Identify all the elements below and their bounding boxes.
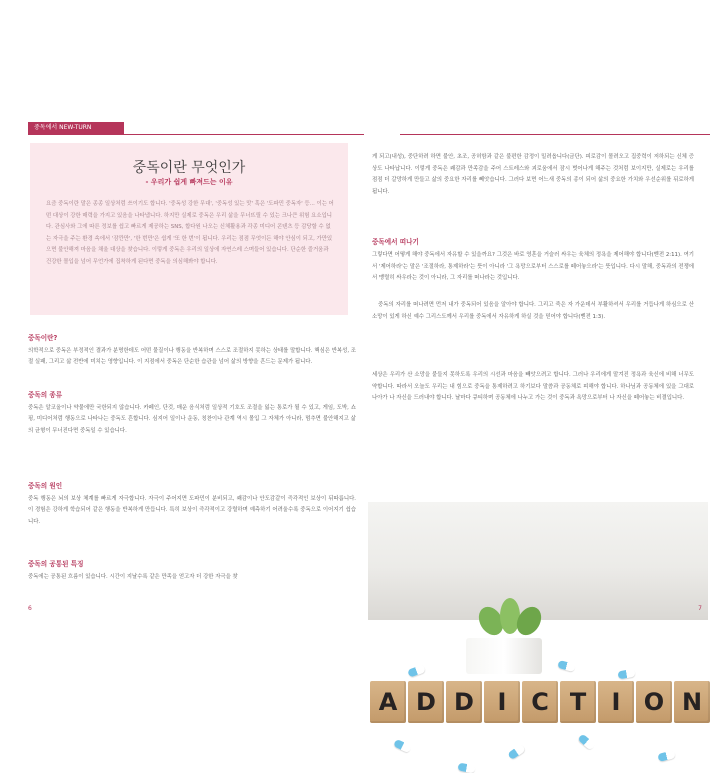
letter-block: D <box>446 681 482 723</box>
letter-block: O <box>636 681 672 723</box>
section-body: 중독은 알코올이나 약물에만 국한되지 않습니다. 카페인, 단것, 매운 음식처럼 일상적 기호도 조절을 잃는 통로가 될 수 있고, 게임, 도박, 쇼핑, 미디어처럼 행동으로 나타나는 중독도 흔합니다. 심지어 일이나 운동, 칭찬이나 관계 역시 몰입 그 자체가 아니라, 멈추면 불안해지고 삶의 균형이 무너진다면 중독일 수 있습니다. <box>28 405 356 434</box>
capsule-icon <box>507 744 526 760</box>
section-heading: 중독의 공통된 특징 <box>28 560 84 568</box>
section-heading: 중독의 원인 <box>28 482 63 490</box>
capsule-icon <box>617 669 635 680</box>
section-heading: 중독이란? <box>28 334 58 342</box>
section-common-traits <box>28 558 356 583</box>
page-number: 6 <box>28 605 32 612</box>
intro-box <box>30 143 348 315</box>
section-heading: 중독의 종류 <box>28 391 63 399</box>
section-what-is-addiction <box>28 332 356 369</box>
page-number: 7 <box>698 605 702 612</box>
section-tag: 중독에서 NEW-TURN <box>28 122 124 134</box>
letter-block: N <box>674 681 710 723</box>
section-body: 중독 행동은 뇌의 보상 체계를 빠르게 자극합니다. 자극이 주어지면 도파민이 분비되고, 쾌감이나 안도감같이 즉각적인 보상이 뒤따릅니다. 이 경험은 강하게 학습되어 같은 행동을 반복하게 만듭니다. 특히 보상이 즉각적이고 강렬하며 예측하기 어려울수록 중독으로 이어지기 쉽습니다. <box>28 496 356 525</box>
letter-block: T <box>560 681 596 723</box>
article-title: 중독이란 무엇인가 <box>132 160 246 176</box>
letter-block: I <box>484 681 520 723</box>
intro-paragraph: 요즘 중독이란 말은 종종 일상처럼 쓰이기도 합니다. '중독성 강한 무대', '중독성 있는 맛' 혹은 '도파민 중독자' 등... 이는 어떤 대상이 강한 매력을 가지고 있음을 나타냅니다. 하지만 실제로 중독은 우리 삶을 무너뜨릴 수 있는 크나큰 위험 요소입니다. 관심사와 그에 따른 정보를 쉽고 빠르게 제공하는 SNS, 합다원 나오는 신체활용과 각종 미디어 콘텐츠 등 감당할 수 없는 자극을 주는 환경 속에서 '잠깐만', '한 번만'은 쉽게 '또 한 번'이 됩니다. 우리는 점점 무엇이든 해야 안심이 되고, 가만있으면 불안해져 마음을 채울 대상을 찾습니다. 이렇게 중독은 우리의 일상에 자연스레 스며들어 있습니다. 단순한 즐거움과 건강한 몰입을 넘어 무언가에 집착하게 된다면 중독을 의심해봐야 합니다. <box>46 201 334 265</box>
section-causes <box>28 480 356 528</box>
section-paragraph-2: 중독의 자리를 떠나려면 먼저 내가 중독되어 있음을 알아야 합니다. 그리고 죽은 자 가운데서 부활하셔서 우리를 거듭나게 하심으로 산 소망이 있게 하신 예수 그리스도께서 우리를 중독에서 자유하게 하실 것을 믿어야 합니다(벧전 1:3). <box>372 302 694 320</box>
section-body: 중독에는 공통된 흐름이 있습니다. 시간이 지날수록 같은 만족을 얻고자 더 강한 자극을 찾 <box>28 574 238 580</box>
letter-block: D <box>408 681 444 723</box>
section-body: 의학적으로 중독은 부정적인 결과가 분명한데도 어떤 물질이나 행동을 반복하며 스스로 조절하지 못하는 상태를 말합니다. 핵심은 반복성, 조절 실패, 그리고 삶 전반에 미치는 영향입니다. 이 지점에서 중독은 단순한 습관을 넘어 삶의 방향을 흔드는 문제가 됩니다. <box>28 348 356 366</box>
addiction-photo <box>368 502 708 716</box>
article-subtitle: - 우리가 쉽게 빠져드는 이유 <box>145 178 233 186</box>
letter-block: A <box>370 681 406 723</box>
letter-block: C <box>522 681 558 723</box>
plant-pot <box>466 638 542 674</box>
header-rule <box>28 134 364 135</box>
continued-paragraph: 게 되고(내성), 중단하려 하면 불안, 초조, 공허함과 같은 불편한 감정이 밀려옵니다(금단). 피로감이 몰려오고 집중력이 저하되는 신체 증상도 나타납니다. 이렇게 중독은 쾌감과 만족감을 주어 스트레스와 괴로움에서 잠시 벗어나게 해주는 것처럼 보이지만, 실제로는 우리를 점점 더 갈망하게 만들고 삶의 중요한 자리를 빼앗습니다. 그러다 보면 어느새 중독의 종이 되어 삶의 중요한 가치와 우선순위를 뒤로하게 됩니다. <box>372 154 694 195</box>
right-page <box>368 110 708 716</box>
section-types <box>28 389 356 437</box>
left-page <box>24 110 364 620</box>
capsule-icon <box>557 660 575 672</box>
section-paragraph-1: 그렇다면 어떻게 해야 중독에서 자유할 수 있을까요? 그것은 바로 영혼을 거슬러 싸우는 육체의 정욕을 제어해야 합니다(벧전 2:11). 여기서 '제어하라'는 말은 '조절하라, 통제하라'는 뜻이 아니라 '그 욕망으로부터 스스로를 떼어놓으라'는 뜻입니다. 다시 말해, 중독과의 전쟁에서 맹렬히 싸우라는 것이 아니라, 그 자리를 떠나라는 것입니다. <box>372 252 694 281</box>
capsule-icon <box>407 664 426 677</box>
capsule-icon <box>393 739 412 753</box>
capsule-icon <box>577 733 595 750</box>
section-heading: 중독에서 떠나기 <box>372 238 419 246</box>
capsule-icon <box>457 763 475 773</box>
header-rule <box>400 134 710 135</box>
section-paragraph-3: 세상은 우리가 산 소망을 붙들지 못하도록 우리의 시선과 마음을 빼앗으려고 합니다. 그러나 우리에게 맡겨진 정욕과 육신에 비해 너무도 약합니다. 따라서 오늘도 우리는 내 힘으로 중독을 통제하려고 하기보다 말씀과 공동체로 피해야 합니다. 하나님과 공동체에 있을 그대로 나아가 나 자신을 드러내야 합니다. 날마다 큐티하며 공동체에 나누고 가는 것이 중독과 욕망으로부터 나 자신을 떼어놓는 비결입니다. <box>372 372 694 401</box>
capsule-icon <box>657 750 675 762</box>
letter-block: I <box>598 681 634 723</box>
